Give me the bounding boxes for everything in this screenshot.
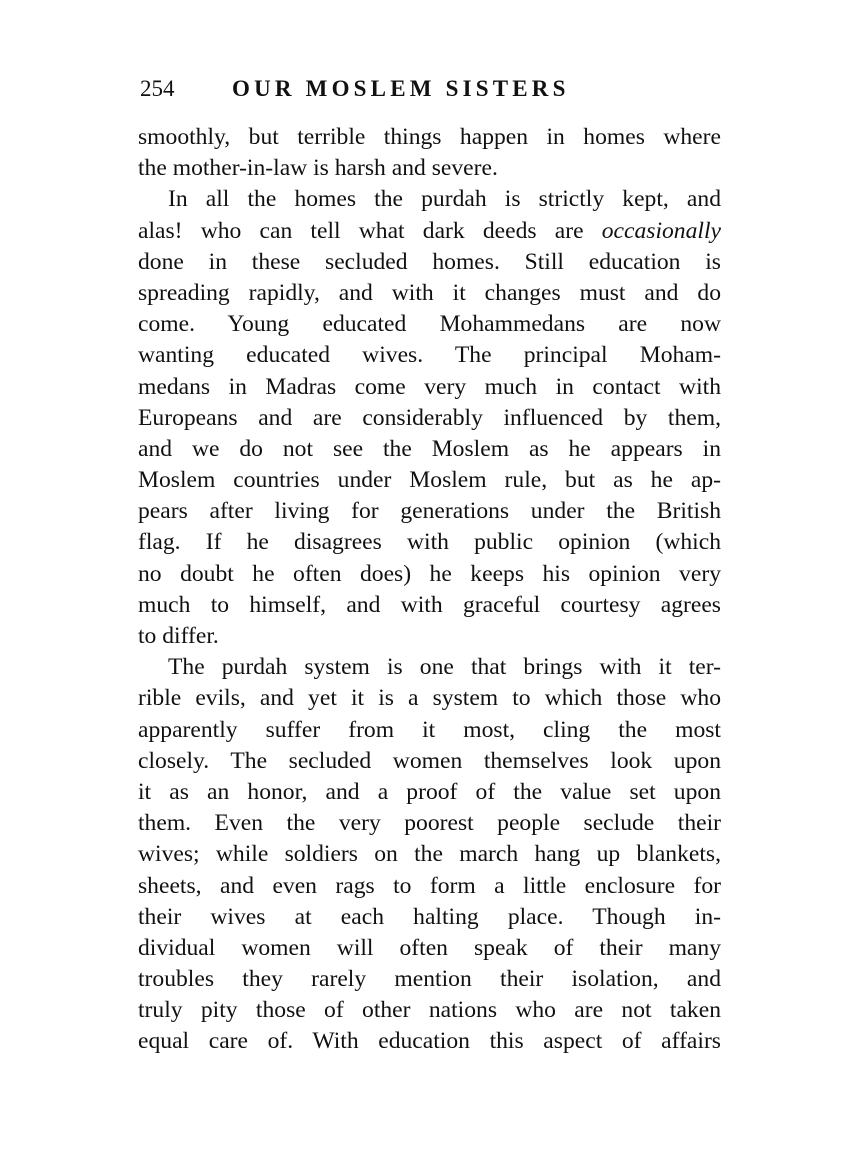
running-title: OUR MOSLEM SISTERS — [232, 76, 570, 101]
italic-emphasis: occasionally — [601, 217, 721, 244]
paragraph-first-line: The purdah system is one that brings with it ter- — [168, 654, 721, 681]
text-line: Moslem countries under Moslem rule, but as he ap- — [138, 467, 721, 494]
text-line: and we do not see the Moslem as he appears in — [138, 435, 721, 462]
text-line: much to himself, and with graceful courtesy agrees — [138, 591, 721, 618]
text-line: flag. If he disagrees with public opinion (which — [138, 529, 721, 556]
text-line: wives; while soldiers on the march hang up blankets, — [138, 841, 721, 868]
page-number: 254 — [140, 76, 175, 101]
text-line: them. Even the very poorest people seclude their — [138, 810, 721, 837]
text-line: the mother-in-law is harsh and severe. — [138, 155, 498, 182]
body-text — [138, 122, 721, 1058]
text-line: wanting educated wives. The principal Moham- — [138, 342, 721, 369]
running-head — [140, 72, 725, 106]
text-line: truly pity those of other nations who are not taken — [138, 997, 721, 1024]
text-segment: alas! who can tell what dark deeds are — [138, 217, 584, 244]
text-line: apparently suffer from it most, cling the most — [138, 716, 721, 743]
text-line: closely. The secluded women themselves look upon — [138, 747, 721, 774]
text-line: medans in Madras come very much in contact with — [138, 373, 721, 400]
text-line: sheets, and even rags to form a little enclosure for — [138, 872, 721, 899]
text-line: no doubt he often does) he keeps his opinion very — [138, 560, 721, 587]
text-line: done in these secluded homes. Still education is — [138, 248, 721, 275]
text-line: it as an honor, and a proof of the value set upon — [138, 778, 721, 805]
text-line: pears after living for generations under the British — [138, 498, 721, 525]
text-line: rible evils, and yet it is a system to which those who — [138, 685, 721, 712]
text-line: to differ. — [138, 623, 219, 649]
text-line: dividual women will often speak of their many — [138, 934, 721, 961]
text-line: Europeans and are considerably influenced by them, — [138, 404, 721, 431]
paragraph-first-line: In all the homes the purdah is strictly kept, and — [168, 186, 721, 213]
text-line: equal care of. With education this aspect of affairs — [138, 1028, 721, 1055]
text-line: spreading rapidly, and with it changes must and do — [138, 279, 721, 306]
text-line-with-italic — [138, 216, 721, 247]
text-line: smoothly, but terrible things happen in homes where — [138, 124, 721, 150]
text-line: come. Young educated Mohammedans are now — [138, 311, 721, 338]
text-line: troubles they rarely mention their isolation, and — [138, 966, 721, 993]
text-line: their wives at each halting place. Though in- — [138, 903, 721, 930]
